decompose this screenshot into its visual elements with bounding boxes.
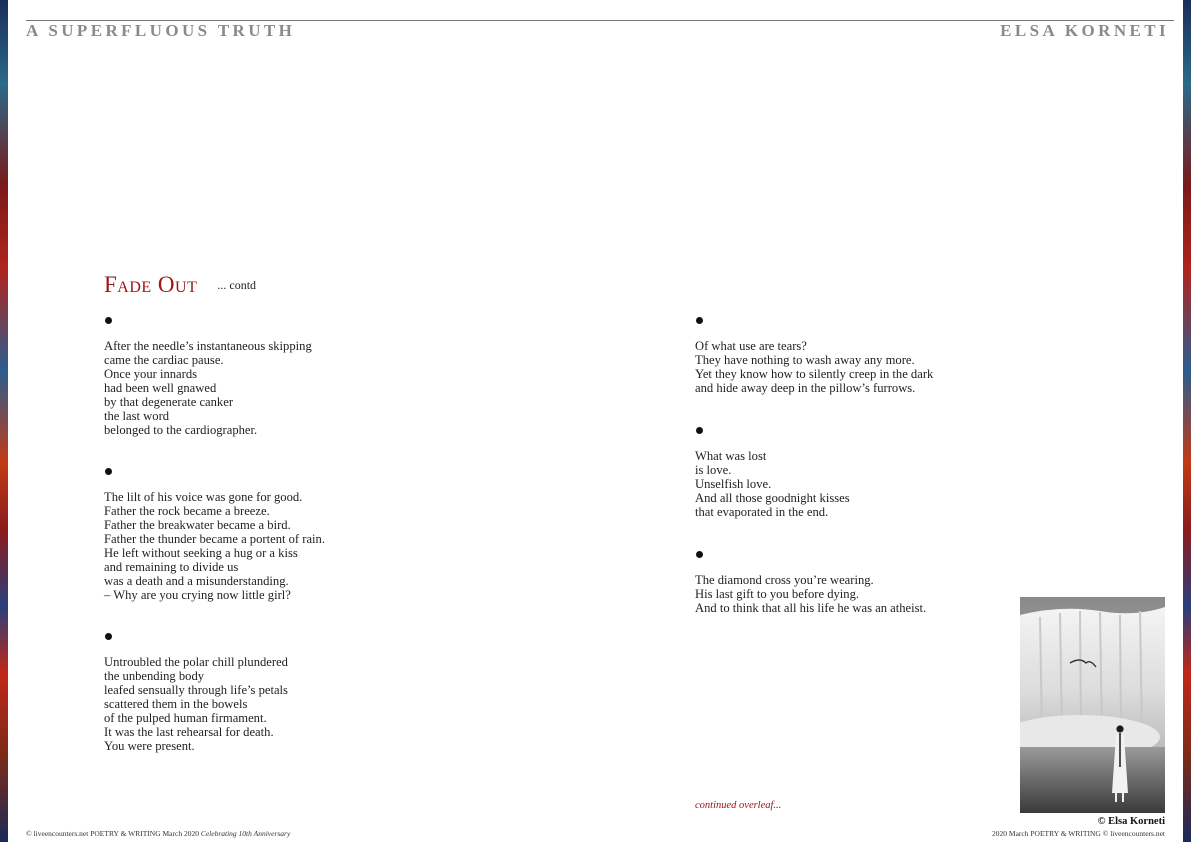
continued-marker: ... contd bbox=[217, 278, 257, 292]
poem-stanza bbox=[104, 633, 325, 753]
poem-line: – Why are you crying now little girl? bbox=[104, 588, 291, 602]
poem-line: Father the breakwater became a bird. bbox=[104, 518, 291, 532]
poem-stanza bbox=[695, 427, 933, 519]
poem-stanza bbox=[695, 551, 933, 615]
magazine-page bbox=[8, 0, 1183, 842]
stanza-bullet-icon bbox=[696, 551, 703, 558]
poem-stanza bbox=[104, 468, 325, 602]
poem-line: What was lost bbox=[695, 449, 767, 463]
stanza-bullet-icon bbox=[696, 317, 703, 324]
poem-line: After the needle’s instantaneous skipping bbox=[104, 339, 312, 353]
header-author: ELSA KORNETI bbox=[1000, 21, 1169, 40]
stanza-gap bbox=[695, 519, 933, 549]
stanza-gap bbox=[104, 437, 325, 466]
stanza-gap bbox=[104, 602, 325, 631]
continued-overleaf: continued overleaf... bbox=[695, 800, 782, 811]
poem-title-row bbox=[104, 272, 256, 298]
poem-line: Once your innards bbox=[104, 367, 198, 381]
poem-line: The lilt of his voice was gone for good. bbox=[104, 490, 303, 504]
poem-line: the unbending body bbox=[104, 669, 205, 683]
poem-stanza bbox=[104, 317, 325, 437]
poem-line: Of what use are tears? bbox=[695, 339, 807, 353]
poem-line: They have nothing to wash away any more. bbox=[695, 353, 915, 367]
poem-line: And all those goodnight kisses bbox=[695, 491, 850, 505]
poem-line: belonged to the cardiographer. bbox=[104, 423, 258, 437]
poem-line: and hide away deep in the pillow’s furrows. bbox=[695, 381, 916, 395]
poem-column-right bbox=[695, 315, 933, 615]
photo-girl-waterfall bbox=[1020, 597, 1165, 813]
poem-line: leafed sensually through life’s petals bbox=[104, 683, 288, 697]
poem-stanza bbox=[695, 317, 933, 395]
stanza-gap bbox=[695, 395, 933, 425]
poem-line: and remaining to divide us bbox=[104, 560, 239, 574]
poem-line: came the cardiac pause. bbox=[104, 353, 224, 367]
stanza-bullet-icon bbox=[105, 468, 112, 475]
poem-line: And to think that all his life he was an atheist. bbox=[695, 601, 927, 615]
stanza-bullet-icon bbox=[105, 633, 112, 640]
footer-right: 2020 March POETRY & WRITING © liveencounters.net bbox=[992, 829, 1165, 838]
stanza-bullet-icon bbox=[105, 317, 112, 324]
poem-line: Unselfish love. bbox=[695, 477, 772, 491]
poem-line: His last gift to you before dying. bbox=[695, 587, 860, 601]
footer-left-main: © liveencounters.net POETRY & WRITING March 2020 bbox=[26, 829, 201, 838]
header-title: A SUPERFLUOUS TRUTH bbox=[26, 21, 296, 40]
stanza-bullet-icon bbox=[696, 427, 703, 434]
poem-line: of the pulped human firmament. bbox=[104, 711, 267, 725]
poem-line: He left without seeking a hug or a kiss bbox=[104, 546, 298, 560]
poem-line: is love. bbox=[695, 463, 732, 477]
poem-line: by that degenerate canker bbox=[104, 395, 234, 409]
poem-line: had been well gnawed bbox=[104, 381, 217, 395]
poem-line: Father the thunder became a portent of rain. bbox=[104, 532, 325, 546]
poem-line: scattered them in the bowels bbox=[104, 697, 248, 711]
poem-title: Fade Out bbox=[104, 272, 198, 297]
poem-column-left bbox=[104, 315, 325, 753]
footer-left-anniversary: Celebrating 10th Anniversary bbox=[200, 829, 291, 838]
poem-line: The diamond cross you’re wearing. bbox=[695, 573, 874, 587]
poem-line: the last word bbox=[104, 409, 170, 423]
photo-credit: © Elsa Korneti bbox=[1097, 816, 1165, 827]
poem-line: was a death and a misunderstanding. bbox=[104, 574, 289, 588]
footer-left bbox=[26, 829, 290, 838]
poem-line: Father the rock became a breeze. bbox=[104, 504, 270, 518]
poem-line: Yet they know how to silently creep in the dark bbox=[695, 367, 934, 381]
poem-line: It was the last rehearsal for death. bbox=[104, 725, 274, 739]
poem-line: Untroubled the polar chill plundered bbox=[104, 655, 288, 669]
poem-line: that evaporated in the end. bbox=[695, 505, 829, 519]
poem-line: You were present. bbox=[104, 739, 195, 753]
